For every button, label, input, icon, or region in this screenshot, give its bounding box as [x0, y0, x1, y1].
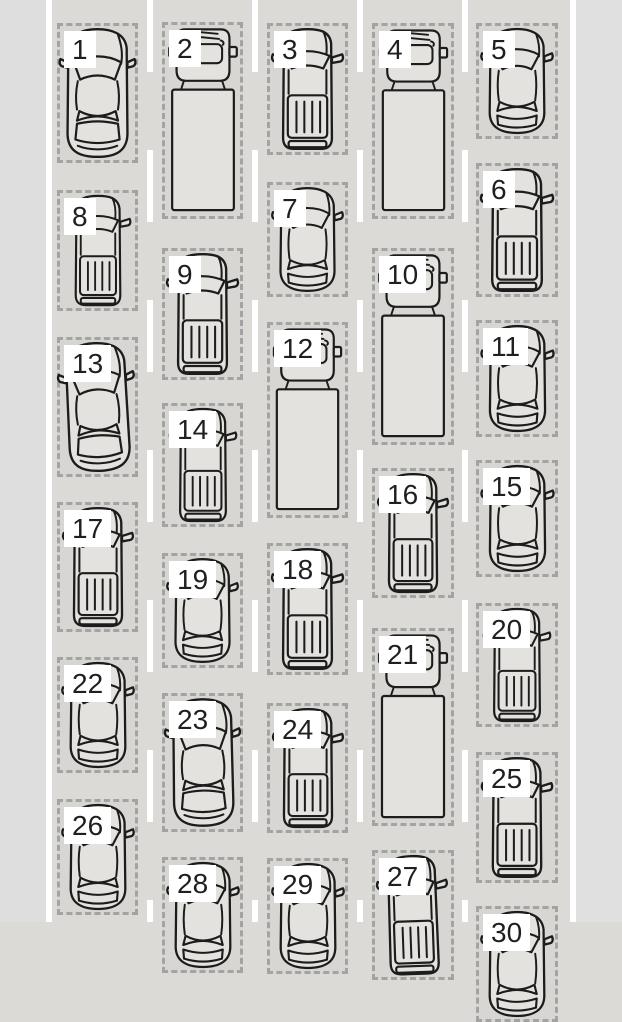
- parking-space-16[interactable]: [372, 468, 454, 598]
- space-number-label: 13: [64, 345, 111, 382]
- lane-line-solid: [570, 0, 576, 922]
- space-number-label: 16: [379, 476, 426, 513]
- parking-space-14[interactable]: [162, 403, 243, 527]
- space-number-label: 17: [64, 510, 111, 547]
- parking-space-7[interactable]: [267, 182, 348, 297]
- parking-space-25[interactable]: [476, 752, 558, 883]
- parking-space-20[interactable]: [476, 603, 558, 727]
- space-number-label: 4: [379, 31, 411, 68]
- space-number-label: 12: [274, 330, 321, 367]
- space-number-label: 11: [483, 328, 528, 365]
- space-number-label: 23: [169, 701, 216, 738]
- parking-space-1[interactable]: [57, 23, 138, 163]
- parking-space-18[interactable]: [267, 543, 348, 675]
- space-number-label: 5: [483, 31, 515, 68]
- parking-space-6[interactable]: [476, 163, 558, 297]
- parking-space-9[interactable]: [162, 248, 243, 380]
- parking-space-21[interactable]: [372, 628, 454, 826]
- parking-space-30[interactable]: [476, 906, 558, 1022]
- parking-space-11[interactable]: [476, 320, 558, 437]
- space-number-label: 22: [64, 665, 111, 702]
- space-number-label: 9: [169, 256, 201, 293]
- lane-line-dashed: [147, 0, 153, 922]
- parking-space-27[interactable]: [372, 850, 454, 980]
- space-number-label: 14: [169, 411, 216, 448]
- space-number-label: 7: [274, 190, 306, 227]
- parking-space-13[interactable]: [57, 337, 138, 477]
- space-number-label: 10: [379, 256, 426, 293]
- space-number-label: 27: [379, 858, 426, 895]
- parking-space-24[interactable]: [267, 703, 348, 833]
- parking-space-2[interactable]: [162, 22, 243, 219]
- parking-space-10[interactable]: [372, 248, 454, 445]
- space-number-label: 19: [169, 561, 216, 598]
- parking-space-5[interactable]: [476, 23, 558, 139]
- lane-line-dashed: [252, 0, 258, 922]
- parking-space-4[interactable]: [372, 23, 454, 219]
- lot-right-margin: [576, 0, 622, 922]
- space-number-label: 29: [274, 866, 321, 903]
- space-number-label: 21: [379, 636, 426, 673]
- lane-line-dashed: [357, 0, 363, 922]
- space-number-label: 2: [169, 30, 201, 67]
- space-number-label: 1: [64, 31, 96, 68]
- parking-space-17[interactable]: [57, 502, 138, 632]
- space-number-label: 3: [274, 31, 306, 68]
- parking-space-12[interactable]: [267, 322, 348, 518]
- space-number-label: 15: [483, 468, 530, 505]
- parking-space-8[interactable]: [57, 190, 138, 311]
- parking-space-3[interactable]: [267, 23, 348, 155]
- space-number-label: 30: [483, 914, 530, 951]
- parking-space-22[interactable]: [57, 657, 138, 773]
- parking-space-28[interactable]: [162, 857, 243, 973]
- parking-space-26[interactable]: [57, 799, 138, 915]
- parking-space-23[interactable]: [162, 693, 243, 832]
- space-number-label: 8: [64, 198, 96, 235]
- space-number-label: 26: [64, 807, 111, 844]
- parking-space-19[interactable]: [162, 553, 243, 668]
- space-number-label: 20: [483, 611, 530, 648]
- parking-space-29[interactable]: [267, 858, 348, 974]
- parking-space-15[interactable]: [476, 460, 558, 577]
- space-number-label: 6: [483, 171, 515, 208]
- space-number-label: 18: [274, 551, 321, 588]
- space-number-label: 28: [169, 865, 216, 902]
- lot-left-margin: [0, 0, 46, 922]
- lane-line-dashed: [462, 0, 468, 922]
- lane-line-solid: [46, 0, 52, 922]
- space-number-label: 24: [274, 711, 321, 748]
- space-number-label: 25: [483, 760, 530, 797]
